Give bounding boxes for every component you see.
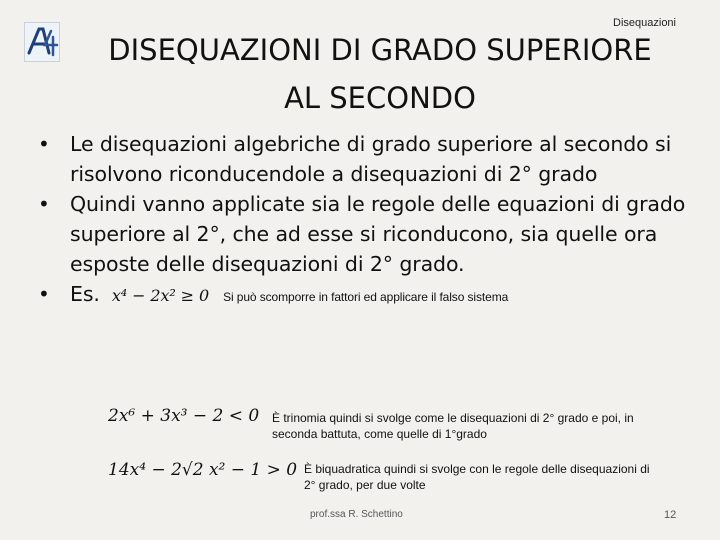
example-formula-1: x⁴ − 2x² ≥ 0 xyxy=(111,286,210,305)
example-label: Es. xyxy=(70,282,100,306)
example-note-3: È biquadratica quindi si svolge con le regole delle disequazioni di 2° grado, per due volte xyxy=(304,462,650,492)
header-tag: Disequazioni xyxy=(613,17,676,29)
title-line-1: DISEQUAZIONI DI GRADO SUPERIORE xyxy=(108,33,652,67)
bullet-dot-icon: • xyxy=(38,192,50,216)
example-formula-3: 14x⁴ − 2√2 x² − 1 > 0 xyxy=(108,460,298,480)
bullet-dot-icon: • xyxy=(38,282,50,306)
bullet-text: Quindi vanno applicate sia le regole delle equazioni di grado superiore al 2°, che ad esse si riconducono, sia quelle ora esposte delle disequazioni di 2° grado. xyxy=(70,192,686,276)
example-note-2: È trinomia quindi si svolge come le disequazioni di 2° grado e poi, in seconda battuta, come quelle di 1°grado xyxy=(272,411,634,441)
example-formula-2: 2x⁶ + 3x³ − 2 < 0 xyxy=(108,406,260,426)
bullet-item xyxy=(36,189,700,279)
page-title xyxy=(40,26,720,122)
bullet-text: Le disequazioni algebriche di grado superiore al secondo si risolvono riconducendole a disequazioni di 2° grado xyxy=(70,132,672,186)
bullet-item-example xyxy=(36,279,700,312)
example-note-1: Si può scomporre in fattori ed applicare il falso sistema xyxy=(223,290,509,304)
bullet-dot-icon: • xyxy=(38,132,50,156)
page-number: 12 xyxy=(664,509,677,521)
title-line-2: AL SECONDO xyxy=(284,81,476,115)
footer-author: prof.ssa R. Schettino xyxy=(310,509,403,520)
bullet-list xyxy=(36,129,700,312)
bullet-item xyxy=(36,129,700,189)
